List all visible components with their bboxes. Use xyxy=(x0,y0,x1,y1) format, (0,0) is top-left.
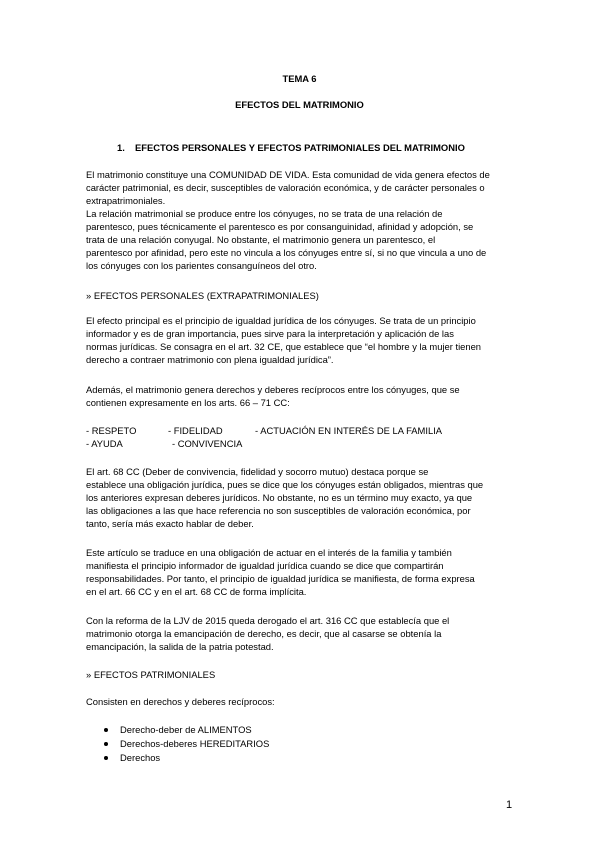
document-title: EFECTOS DEL MATRIMONIO xyxy=(235,99,364,110)
p4-line-4: tanto, sería más exacto hablar de deber. xyxy=(86,518,254,529)
section-title: EFECTOS PERSONALES Y EFECTOS PATRIMONIALES DEL MATRIMONIO xyxy=(135,142,465,153)
bullet-dot xyxy=(104,728,108,732)
p1-line-7: los cónyuges con los parientes consanguíneos del otro. xyxy=(86,260,317,271)
p4-line-1: establece una obligación jurídica, pues se dice que los cónyuges están obligados, mientras que xyxy=(86,479,484,490)
bullet-dot xyxy=(104,742,108,746)
p1-line-5: trata de una relación conyugal. No obstante, el matrimonio genera un parentesco, el xyxy=(86,234,436,245)
p1-line-4: parentesco, pues técnicamente el parentesco es por consanguinidad, afinidad y adopción, se xyxy=(86,221,474,232)
duty-fidelidad: - FIDELIDAD xyxy=(168,425,223,436)
p1-line-2: extrapatrimoniales. xyxy=(86,195,166,206)
p1-line-0: El matrimonio constituye una COMUNIDAD DE VIDA. Esta comunidad de vida genera efectos de xyxy=(86,169,490,180)
p6-line-1: matrimonio otorga la emancipación de derecho, es decir, que al casarse se obtenía la xyxy=(86,628,442,639)
p1-line-3: La relación matrimonial se produce entre los cónyuges, no se trata de una relación de xyxy=(86,208,443,219)
page-number: 1 xyxy=(506,799,513,811)
p2-line-2: normas jurídicas. Se consagra en el art. 32 CE, que establece que “el hombre y la mujer tienen xyxy=(86,341,482,352)
p2-line-3: derecho a contraer matrimonio con plena igualdad jurídica”. xyxy=(86,354,334,365)
p5-line-3: en el art. 66 CC y en el art. 68 CC de forma implícita. xyxy=(86,586,307,597)
p3-line-1: contienen expresamente en los arts. 66 – 71 CC: xyxy=(86,397,290,408)
section-number: 1. xyxy=(117,142,125,153)
p3-line-0: Además, el matrimonio genera derechos y deberes recíprocos entre los cónyuges, que se xyxy=(86,384,460,395)
p1-line-1: carácter patrimonial, es decir, susceptibles de valoración económica, y de carácter personales o xyxy=(86,182,485,193)
duty-actuacion: - ACTUACIÓN EN INTERÉS DE LA FAMILIA xyxy=(255,425,443,436)
p7-line: Consisten en derechos y deberes recíprocos: xyxy=(86,696,275,707)
p5-line-1: manifiesta el principio informador de igualdad jurídica cuando se dice que compartirán xyxy=(86,560,444,571)
heading-efectos-personales: » EFECTOS PERSONALES (EXTRAPATRIMONIALES) xyxy=(86,290,319,301)
p2-line-0: El efecto principal es el principio de igualdad jurídica de los cónyuges. Se trata de un principio xyxy=(86,315,476,326)
p6-line-2: emancipación, la salida de la patria potestad. xyxy=(86,641,274,652)
p1-line-6: parentesco por afinidad, pero este no vincula a los cónyuges entre sí, si no que vincula a uno de xyxy=(86,247,487,258)
bullet-text: Derecho-deber de ALIMENTOS xyxy=(120,724,252,735)
p4-line-3: las obligaciones a las que hace referencia no son susceptibles de valoración económica, por xyxy=(86,505,471,516)
p6-line-0: Con la reforma de la LJV de 2015 queda derogado el art. 316 CC que establecía que el xyxy=(86,615,450,626)
heading-efectos-patrimoniales: » EFECTOS PATRIMONIALES xyxy=(86,669,216,680)
p5-line-2: responsabilidades. Por tanto, el principio de igualdad jurídica se manifiesta, de forma expresa xyxy=(86,573,475,584)
p4-line-0: El art. 68 CC (Deber de convivencia, fidelidad y socorro mutuo) destaca porque se xyxy=(86,466,429,477)
p5-line-0: Este artículo se traduce en una obligación de actuar en el interés de la familia y también xyxy=(86,547,452,558)
duty-respeto: - RESPETO xyxy=(86,425,137,436)
duty-ayuda: - AYUDA xyxy=(86,438,123,449)
bullet-dot xyxy=(104,756,108,760)
tema-heading: TEMA 6 xyxy=(282,73,317,84)
bullet-text: Derechos-deberes HEREDITARIOS xyxy=(120,738,270,749)
bullet-text: Derechos xyxy=(120,752,161,763)
p2-line-1: informador y es de gran importancia, pues sirve para la interpretación y aplicación de las xyxy=(86,328,454,339)
duty-convivencia: - CONVIVENCIA xyxy=(172,438,243,449)
p4-line-2: los anteriores expresan deberes jurídicos. No obstante, no es un término muy exacto, ya que xyxy=(86,492,473,503)
